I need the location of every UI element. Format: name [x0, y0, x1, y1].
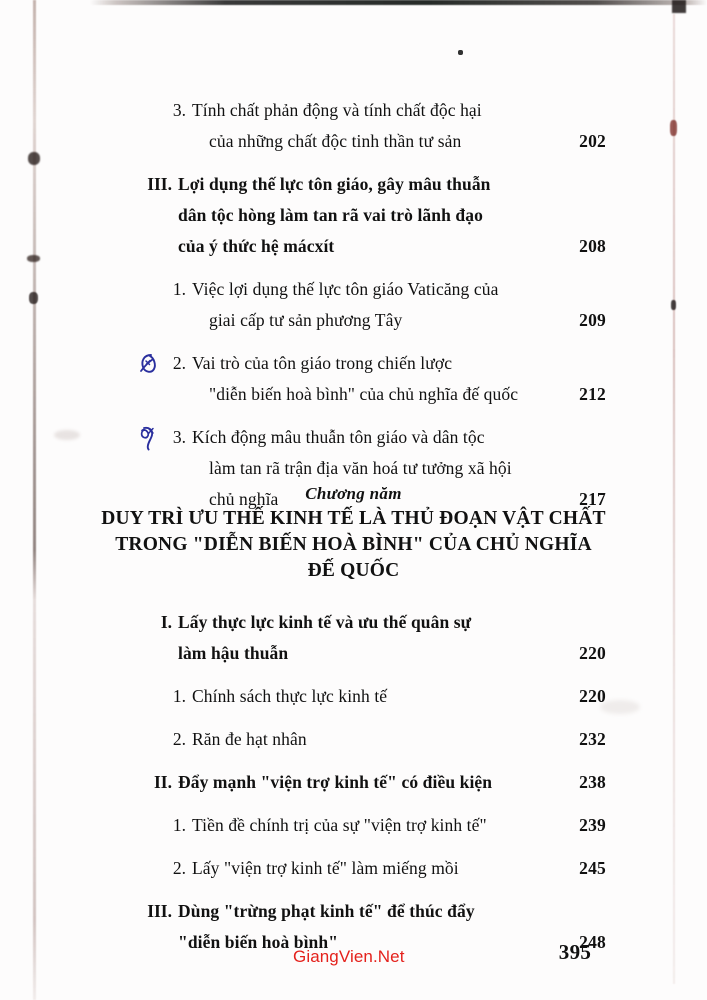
toc-entry-marker: III. — [147, 174, 172, 194]
toc-entry-line — [0, 767, 707, 798]
toc-entry-text: làm tan rã trận địa văn hoá tư tưởng xã hội — [209, 458, 512, 478]
watermark-giangvien: GiangVien.Net — [293, 947, 405, 966]
toc-entry-text: "diễn biến hoà bình" — [178, 932, 339, 952]
toc-entry[interactable] — [0, 853, 707, 884]
toc-entry-line — [0, 231, 707, 262]
toc-entry-text: Việc lợi dụng thế lực tôn giáo Vaticăng của — [192, 279, 499, 299]
toc-entry-line — [0, 681, 707, 712]
toc-entry-marker: 3. — [172, 427, 186, 447]
toc-page-number[interactable]: 238 — [579, 772, 606, 792]
toc-page-number[interactable]: 220 — [579, 686, 606, 706]
toc-entry-line — [0, 305, 707, 336]
toc-entry-line — [0, 126, 707, 157]
chapter-title-line-2: TRONG "DIỄN BIẾN HOÀ BÌNH" CỦA CHỦ NGHĨA — [115, 534, 592, 555]
toc-entry-marker: III. — [147, 901, 172, 921]
toc-entry-line — [0, 95, 707, 126]
toc-entry-marker: 2. — [172, 353, 186, 373]
toc-entry-line — [0, 724, 707, 755]
toc-entry[interactable] — [0, 681, 707, 712]
toc-entry-text: của ý thức hệ mácxít — [178, 236, 335, 256]
scan-edge-artifact-top — [90, 0, 707, 5]
toc-entry[interactable] — [0, 95, 707, 157]
scan-smudge-top-right — [672, 0, 686, 13]
toc-entry-marker: 1. — [172, 815, 186, 835]
toc-entry-line — [0, 200, 707, 231]
toc-page-number[interactable]: 212 — [579, 384, 606, 404]
toc-entry-line — [0, 853, 707, 884]
toc-page-number[interactable]: 208 — [579, 236, 606, 256]
toc-page-number[interactable]: 232 — [579, 729, 606, 749]
handwritten-ink-mark — [138, 350, 164, 378]
toc-entry-text: Đẩy mạnh "viện trợ kinh tế" có điều kiện — [178, 772, 493, 792]
toc-entry[interactable] — [0, 348, 707, 410]
toc-entry-marker: 2. — [172, 858, 186, 878]
toc-entry-text: Dùng "trừng phạt kinh tế" để thúc đẩy — [178, 901, 475, 921]
chapter-heading — [0, 482, 707, 584]
chapter-title-line-1: DUY TRÌ ƯU THẾ KINH TẾ LÀ THỦ ĐOẠN VẬT CHẤT — [101, 508, 606, 529]
toc-entry-text: "diễn biến hoà bình" của chủ nghĩa đế quốc — [209, 384, 519, 404]
toc-page-number[interactable]: 245 — [579, 858, 606, 878]
toc-entry[interactable] — [0, 274, 707, 336]
toc-entry-line — [0, 896, 707, 927]
toc-page-number[interactable]: 239 — [579, 815, 606, 835]
toc-entry-text: Lấy thực lực kinh tế và ưu thế quân sự — [178, 612, 472, 632]
toc-entry-line — [0, 169, 707, 200]
toc-entry-marker: I. — [160, 612, 172, 632]
toc-entry-line — [0, 379, 707, 410]
page-number-folio: 395 — [558, 940, 592, 964]
toc-page-number[interactable]: 248 — [579, 932, 606, 952]
toc-entry[interactable] — [0, 607, 707, 669]
toc-entry-text: làm hậu thuẫn — [178, 643, 289, 663]
toc-entry-line — [0, 810, 707, 841]
toc-entry-text: Chính sách thực lực kinh tế — [192, 686, 388, 706]
toc-entry-line — [0, 348, 707, 379]
toc-entry-text: Lợi dụng thế lực tôn giáo, gây mâu thuẫn — [178, 174, 491, 194]
toc-entry[interactable] — [0, 810, 707, 841]
toc-entry-text: giai cấp tư sản phương Tây — [209, 310, 403, 330]
toc-entry-line — [0, 453, 707, 484]
toc-entry-marker: 1. — [172, 686, 186, 706]
toc-entry[interactable] — [0, 767, 707, 798]
toc-page-number[interactable]: 209 — [579, 310, 606, 330]
handwritten-ink-mark — [138, 424, 164, 452]
scan-speck — [458, 50, 463, 55]
toc-entry-text: Tính chất phản động và tính chất độc hại — [192, 100, 482, 120]
toc-entry-text: Vai trò của tôn giáo trong chiến lược — [192, 353, 453, 373]
chapter-label: Chương năm — [305, 484, 402, 503]
toc-entry-line — [0, 638, 707, 669]
toc-page-number[interactable]: 217 — [579, 489, 606, 509]
toc-entry-line — [0, 607, 707, 638]
toc-entry-text: dân tộc hòng làm tan rã vai trò lãnh đạo — [178, 205, 483, 225]
toc-entry-marker: 2. — [172, 729, 186, 749]
toc-entry-text: Răn đe hạt nhân — [192, 729, 307, 749]
toc-entry[interactable] — [0, 724, 707, 755]
toc-entry-line — [0, 274, 707, 305]
toc-entry-marker: 3. — [172, 100, 186, 120]
toc-entry-marker: 1. — [172, 279, 186, 299]
toc-entry-marker: II. — [154, 772, 172, 792]
toc-entry-text: chủ nghĩa — [209, 489, 279, 509]
chapter-title-line-3: ĐẾ QUỐC — [307, 560, 400, 581]
toc-entry-text: Lấy "viện trợ kinh tế" làm miếng mồi — [192, 858, 459, 878]
toc-page-number[interactable]: 220 — [579, 643, 606, 663]
toc-page-number[interactable]: 202 — [579, 131, 606, 151]
toc-entry-text: Kích động mâu thuẫn tôn giáo và dân tộc — [192, 427, 485, 447]
toc-entry-text: của những chất độc tinh thần tư sản — [209, 131, 462, 151]
toc-entry-text: Tiền đề chính trị của sự "viện trợ kinh tế" — [192, 815, 487, 835]
toc-entry-line — [0, 422, 707, 453]
toc-entry[interactable] — [0, 169, 707, 262]
